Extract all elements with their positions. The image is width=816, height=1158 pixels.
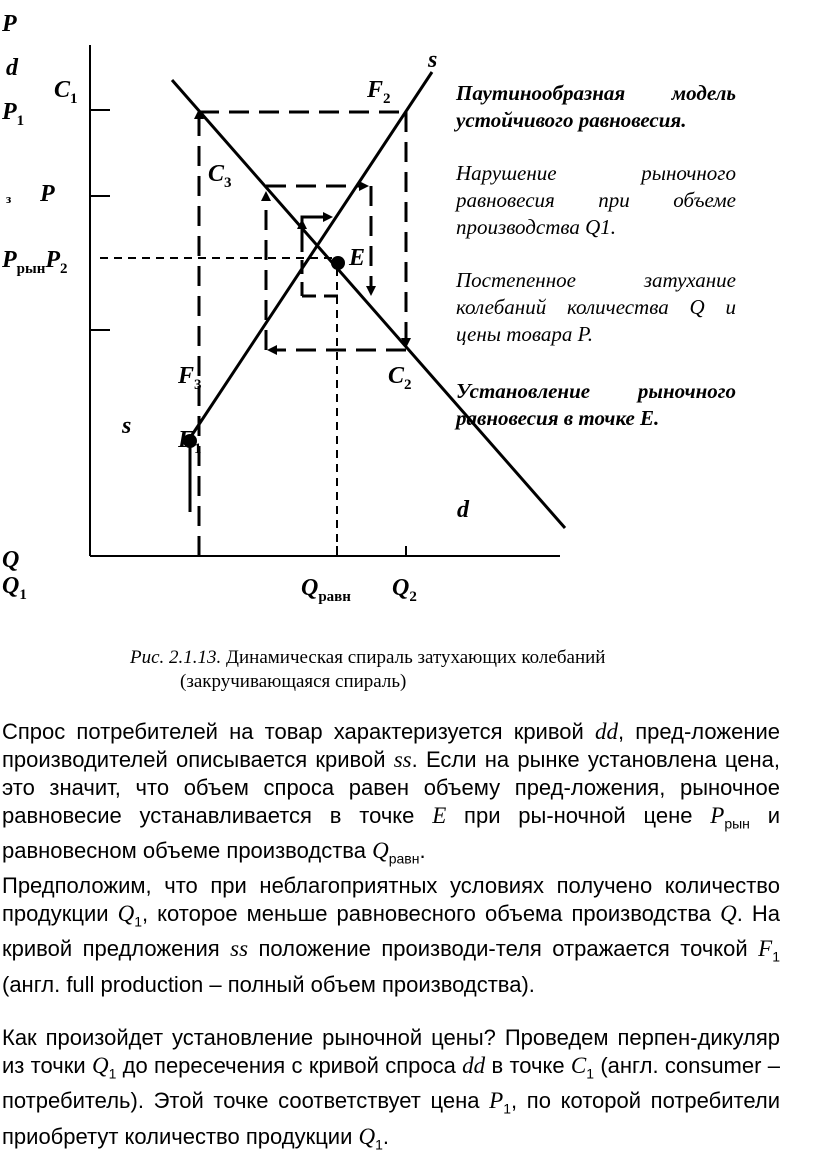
f1-label: $F_1$: [178, 427, 202, 457]
paragraph-1: Спрос потребителей на товар характеризуется кривой dd, пред-ложение производителей описывается кривой ss. Если на рынке установлена цена, это значит, что объем спроса равен объему пред-ложения, рыночное равновесие устанавливается в точке E при ры-ночной цене $P_{рын}$ и равновесном объеме производства $Q_{равн}$.: [2, 719, 780, 867]
note-equilibrium: Установление рыночного равновесия в точке E.: [456, 379, 736, 430]
q2-label: $Q_2$: [392, 575, 417, 605]
note-title: Паутинообразная модель устойчивого равновесия.: [456, 81, 736, 132]
e-label: E: [349, 245, 366, 271]
c1-label: $C_1$: [54, 77, 78, 107]
inner-top-arrow: [302, 217, 330, 240]
axis-p-label: P: [2, 11, 17, 37]
figure-caption: [130, 646, 605, 670]
caption-line1: Динамическая спираль затухающих колебаний: [226, 647, 606, 668]
point-e: [331, 256, 345, 270]
note-disruption: Нарушение рыночного равновесия при объеме производства Q1.: [456, 161, 736, 239]
demand-bottom-label: d: [457, 497, 469, 523]
supply-top-label: s: [428, 47, 438, 73]
p1-label: $P_1$: [2, 99, 25, 129]
note-damping: Постепенное затухание колебаний количества Q и цены товара P.: [456, 268, 736, 346]
p3-label: P: [40, 181, 55, 207]
c3-label: $C_3$: [208, 161, 232, 191]
paragraph-3: Как произойдет установление рыночной цены? Проведем перпен-дикуляр из точки $Q_1$ до пересечения с кривой спроса dd в точке $C_1$ (англ. consumer – потребитель). Этой точке соответствует цена $P_1$, по которой потребители приобретут количество продукции $Q_1$.: [2, 1025, 780, 1153]
supply-bottom-label: s: [122, 413, 132, 439]
caption-number: Рис. 2.1.13.: [130, 647, 222, 668]
paragraph-2: Предположим, что при неблагоприятных условиях получено количество продукции $Q_1$, которое меньше равновесного объема производства Q. На кривой предложения ss положение производи-теля отражается точкой $F_1$ (англ. full production – полный объем производства).: [2, 873, 781, 997]
axis-q-label: Q: [2, 547, 20, 573]
p-market-label: $P_{рын}P_2$: [2, 247, 68, 277]
c2-label: $C_2$: [388, 363, 412, 393]
f2-label: $F_2$: [367, 77, 391, 107]
q-eq-label: $Q_{равн}$: [301, 575, 351, 605]
demand-top-label: d: [6, 55, 18, 81]
f3-label: $F_3$: [178, 363, 202, 393]
caption-line2: (закручивающаяся спираль): [180, 671, 407, 692]
p3-fragment-label: з: [6, 191, 12, 206]
q1-label: $Q_1$: [2, 573, 27, 603]
